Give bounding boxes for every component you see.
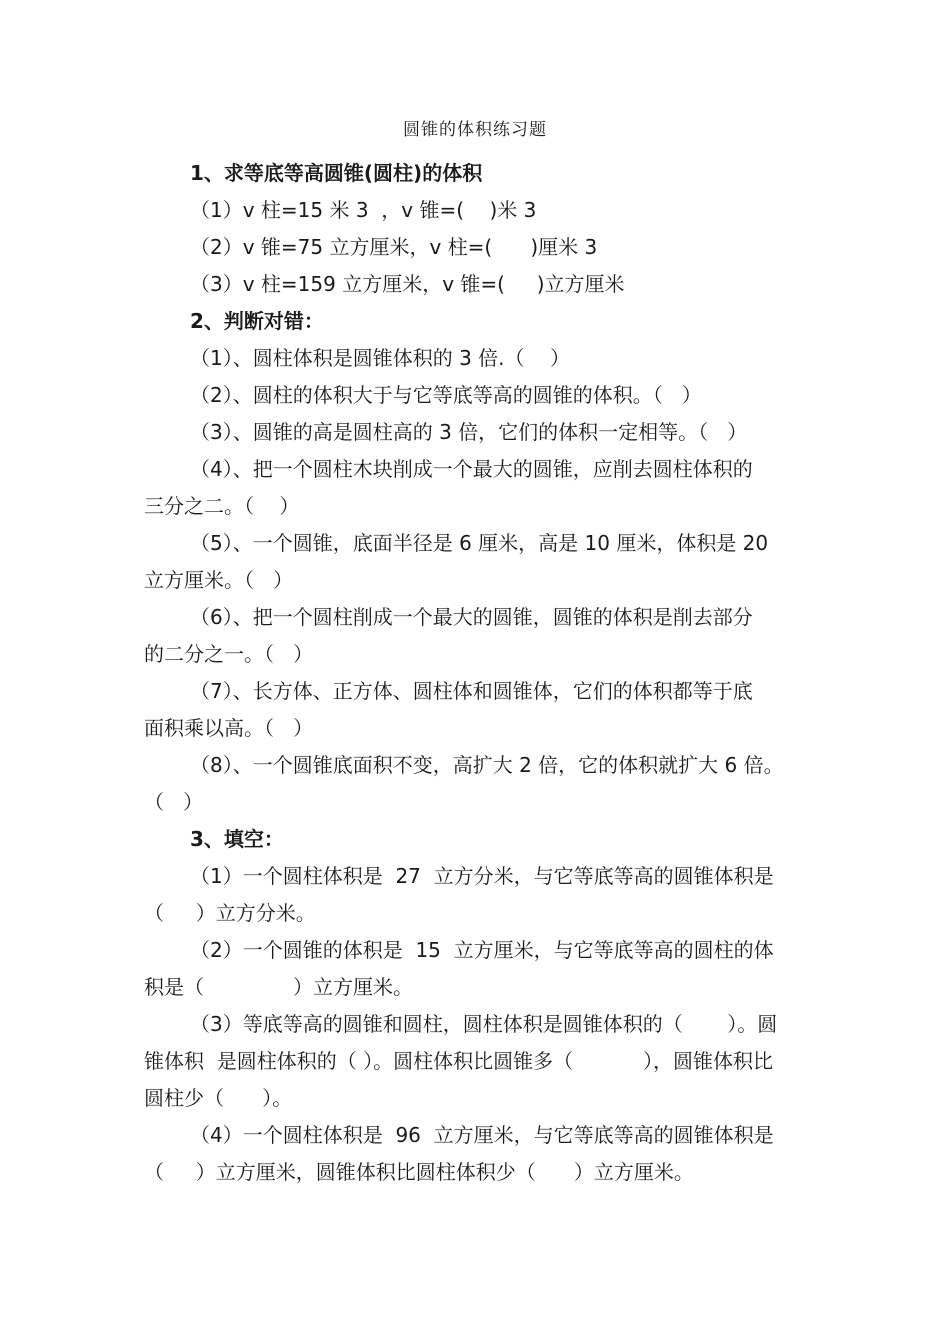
question-item (144, 673, 812, 747)
question-line-continued: 积是（ ）立方厘米。 (144, 975, 414, 999)
question-line: （2）一个圆锥的体积是 15 立方厘米，与它等底等高的圆柱的体 (190, 938, 774, 962)
question-line: （3）、圆锥的高是圆柱高的 3 倍，它们的体积一定相等。（ ） (190, 420, 748, 444)
question-line: （8）、一个圆锥底面积不变，高扩大 2 倍，它的体积就扩大 6 倍。 (190, 753, 784, 777)
question-item (144, 340, 812, 377)
question-line-continued: （ ）立方分米。 (144, 901, 316, 925)
question-item (144, 377, 812, 414)
question-line-continued: （ ） (144, 790, 204, 814)
question-line-continued: 三分之二。（ ） (144, 494, 300, 518)
question-line: （7）、长方体、正方体、圆柱体和圆锥体，它们的体积都等于底 (190, 679, 753, 703)
question-line-continued: 的二分之一。（ ） (144, 642, 314, 666)
question-line: （5）、一个圆锥，底面半径是 6 厘米，高是 10 厘米，体积是 20 (190, 531, 769, 555)
question-line-continued: （ ）立方厘米，圆锥体积比圆柱体积少（ ）立方厘米。 (144, 1160, 694, 1184)
page-title: 圆锥的体积练习题 (403, 120, 547, 140)
question-item (144, 932, 812, 1006)
question-item (144, 451, 812, 525)
question-line: （4）、把一个圆柱木块削成一个最大的圆锥，应削去圆柱体积的 (190, 457, 753, 481)
question-line: （1）、圆柱体积是圆锥体积的 3 倍.（ ） (190, 346, 570, 370)
section-heading: 2、判断对错： (190, 309, 324, 333)
question-item (144, 599, 812, 673)
question-line: （3）等底等高的圆锥和圆柱，圆柱体积是圆锥体积的（ ）。圆 (190, 1012, 778, 1036)
question-item: （2）v 锥=75 立方厘米，v 柱=( )厘米 3 (190, 235, 598, 259)
worksheet-body (144, 155, 812, 1191)
question-item: （3）v 柱=159 立方厘米，v 锥=( )立方厘米 (190, 272, 625, 296)
question-line-continued: 面积乘以高。（ ） (144, 716, 314, 740)
section-heading: 3、填空： (190, 827, 284, 851)
question-item (144, 858, 812, 932)
question-line-continued: 锥体积 是圆柱体积的（ ）。圆柱体积比圆锥多（ ），圆锥体积比 (144, 1049, 774, 1073)
question-item (144, 747, 812, 821)
question-item (144, 414, 812, 451)
question-item (144, 1006, 812, 1117)
question-line: （6）、把一个圆柱削成一个最大的圆锥，圆锥的体积是削去部分 (190, 605, 753, 629)
question-item (144, 525, 812, 599)
question-item (144, 1117, 812, 1191)
question-line-continued: 圆柱少（ ）。 (144, 1086, 293, 1110)
question-line: （4）一个圆柱体积是 96 立方厘米，与它等底等高的圆锥体积是 (190, 1123, 774, 1147)
question-line: （1）一个圆柱体积是 27 立方分米，与它等底等高的圆锥体积是 (190, 864, 774, 888)
question-line-continued: 立方厘米。（ ） (144, 568, 294, 592)
question-line: （2）、圆柱的体积大于与它等底等高的圆锥的体积。（ ） (190, 383, 702, 407)
question-item: （1）v 柱=15 米 3 ，v 锥=( )米 3 (190, 198, 537, 222)
section-heading: 1、求等底等高圆锥(圆柱)的体积 (190, 161, 483, 185)
